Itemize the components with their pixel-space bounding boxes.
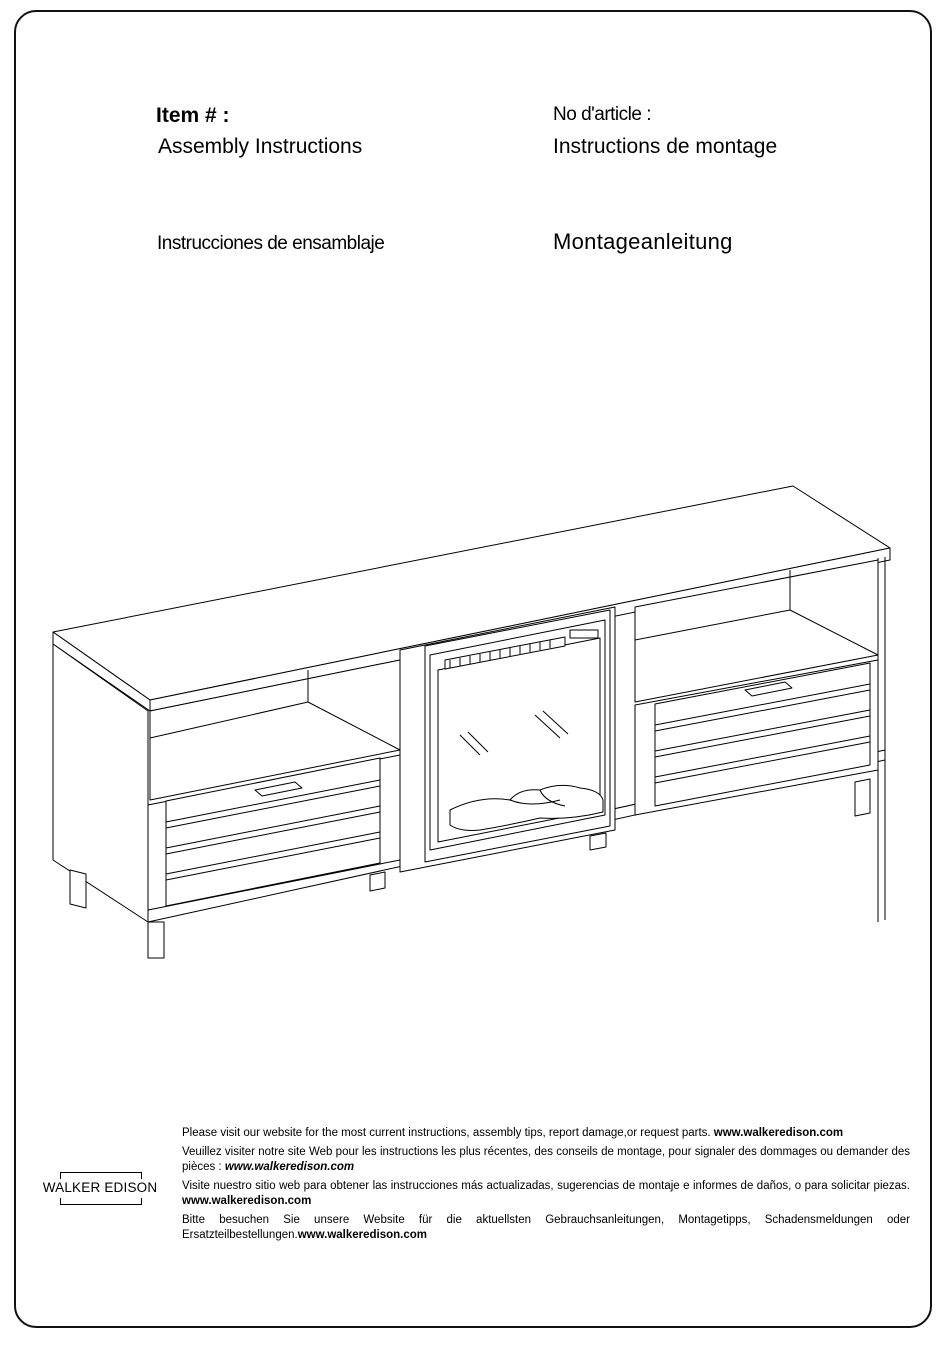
leg-center-right <box>590 833 606 850</box>
fireplace-control-panel <box>570 630 598 638</box>
leg-front-left <box>148 922 164 958</box>
website-link-en[interactable]: www.walkeredison.com <box>713 1127 844 1139</box>
assembly-instructions-title-es: Instrucciones de ensamblaje <box>157 233 385 254</box>
item-number-label: Item # : <box>156 104 230 127</box>
leg-front-right <box>855 779 870 816</box>
item-number-label-fr: No d'article : <box>553 104 652 125</box>
logo-bracket-bottom <box>60 1198 142 1205</box>
logo-text: WALKER EDISON <box>42 1180 158 1195</box>
leg-back-left <box>70 870 86 908</box>
leg-mid <box>370 872 385 891</box>
assembly-instructions-title-fr: Instructions de montage <box>553 135 778 158</box>
logo-bracket-top <box>60 1172 142 1179</box>
website-link-de[interactable]: www.walkeredison.com <box>297 1229 428 1241</box>
assembly-instructions-title-de: Montageanleitung <box>553 229 733 254</box>
footer-text-en: Please visit our website for the most current instructions, assembly tips, report damage,or request parts. www.walkeredison.com <box>182 1127 844 1139</box>
website-link-fr[interactable]: www.walkeredison.com <box>224 1161 355 1173</box>
footer-text-de: Bitte besuchen Sie unsere Website für die aktuellsten Gebrauchsanleitungen, Montagetipps, Schadensmeldungen oder Ersatzteilbestellungen.www.walkeredison.com <box>182 1214 910 1241</box>
walker-edison-logo <box>40 1172 160 1206</box>
website-link-es[interactable]: www.walkeredison.com <box>182 1195 312 1207</box>
footer-notes <box>182 1126 910 1247</box>
footer-text-fr: Veuillez visiter notre site Web pour les instructions les plus récentes, des conseils de montage, pour signaler des dommages ou demander des pièces : www.walkeredison.com <box>182 1146 910 1173</box>
product-illustration <box>40 470 910 970</box>
footer-text-es: Visite nuestro sitio web para obtener las instrucciones más actualizadas, sugerencias de montaje e informes de daños, o para solicitar piezas. www.walkeredison.com <box>182 1180 910 1207</box>
assembly-instructions-title-en: Assembly Instructions <box>158 135 363 158</box>
